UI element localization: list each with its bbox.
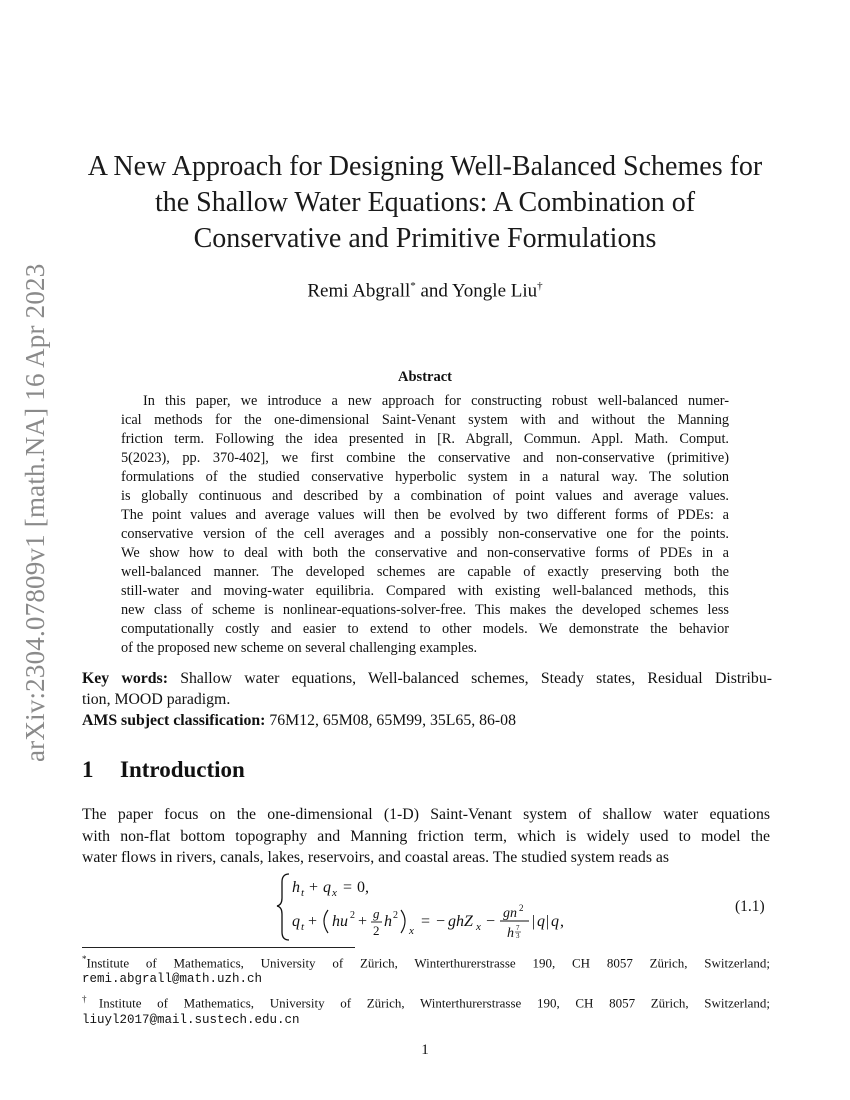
svg-text:q: q (292, 913, 300, 930)
author-name: Remi Abgrall (307, 280, 411, 302)
svg-text:t: t (301, 921, 305, 933)
footnote-email: liuyl2017@mail.sustech.edu.cn (82, 1012, 300, 1027)
author-name: Yongle Liu (451, 280, 538, 302)
equation-line-1 (292, 879, 369, 899)
svg-text:2: 2 (393, 910, 398, 921)
equation-line-2 (292, 903, 564, 941)
svg-text:h: h (507, 926, 514, 941)
svg-text:q: q (537, 913, 545, 930)
svg-text:2: 2 (350, 910, 355, 921)
intro-line: water flows in rivers, canals, lakes, reservoirs, and coastal areas. The studied system reads as (82, 849, 670, 866)
title-line: the Shallow Water Equations: A Combination of (154, 187, 696, 218)
section-title: Introduction (120, 757, 245, 782)
svg-text:q: q (323, 879, 331, 896)
svg-text:x: x (409, 925, 414, 937)
footnote-line (82, 951, 770, 971)
authors (0, 280, 850, 302)
abstract-body (121, 392, 729, 658)
left-brace (277, 874, 289, 940)
svg-text:2: 2 (373, 923, 380, 938)
abstract-line: 5(2023), pp. 370-402], we first combine the conservative and non-conservative (primitive) (121, 450, 729, 466)
page-number: 1 (421, 1042, 429, 1058)
footnote-mark: † (82, 994, 99, 1005)
footnote-mark: * (82, 954, 87, 964)
svg-text:ghZ: ghZ (448, 913, 473, 930)
keywords-line (82, 668, 772, 689)
svg-text:2: 2 (519, 903, 524, 913)
ams-codes: 76M12, 65M08, 65M99, 35L65, 86-08 (265, 712, 516, 729)
paper-title (70, 149, 780, 257)
footnote-mark: † (537, 280, 543, 292)
svg-text:0,: 0, (357, 879, 369, 896)
svg-text:h: h (292, 879, 300, 896)
svg-text:=: = (343, 879, 353, 896)
equation-1-1 (275, 870, 605, 942)
svg-text:t: t (301, 887, 305, 899)
abstract-line: friction term. Following the idea presented in [R. Abgrall, Commun. Appl. Math. Comput. (121, 431, 729, 447)
svg-text:=: = (421, 913, 431, 930)
svg-text:7: 7 (516, 924, 520, 932)
abstract-line: computationally costly and easier to extend to other models. We demonstrate the behavior (121, 621, 729, 637)
footnotes (82, 951, 770, 1029)
footnote-affiliation: Institute of Mathematics, University of Zürich, Winterthurerstrasse 190, CH 8057 Zürich, Switzerland; (98, 995, 770, 1011)
abstract-line: formulations of the studied conservative hyperbolic system in a natural way. The solution (121, 469, 729, 485)
svg-text:|: | (546, 913, 550, 930)
footnote-mark: * (410, 280, 416, 292)
svg-text:,: , (560, 913, 564, 930)
section-heading (82, 757, 245, 783)
svg-text:h: h (384, 913, 392, 930)
section-number: 1 (82, 757, 94, 782)
svg-text:−: − (486, 913, 496, 930)
equation-label: (1.1) (735, 898, 765, 915)
arxiv-side-stamp: arXiv:2304.07809v1 [math.NA] 16 Apr 2023 (20, 263, 50, 762)
svg-text:q: q (551, 913, 559, 930)
svg-text:gn: gn (503, 906, 517, 921)
footnote-affiliation: Institute of Mathematics, University of Zürich, Winterthurerstrasse 190, CH 8057 Zürich, Switzerland; (86, 955, 770, 971)
svg-text:hu: hu (332, 913, 348, 930)
title-line: Conservative and Primitive Formulations (193, 223, 657, 254)
abstract-line: conservative version of the cell averages and a possibly non-conservative one for the points. (121, 526, 729, 542)
intro-paragraph (82, 804, 770, 869)
keywords-block (82, 668, 772, 731)
author-connector: and (415, 280, 452, 302)
intro-line: The paper focus on the one-dimensional (1-D) Saint-Venant system of shallow water equations (82, 806, 770, 823)
ams-line (82, 710, 772, 731)
abstract-line: is globally continuous and described by a combination of point values and average values. (121, 488, 729, 504)
svg-text:+: + (308, 913, 318, 930)
svg-text:|: | (532, 913, 536, 930)
abstract-line: new class of scheme is nonlinear-equations-solver-free. This makes the developed schemes less (121, 602, 729, 618)
keywords-text: Shallow water equations, Well-balanced schemes, Steady states, Residual Distribu- (167, 670, 772, 687)
svg-text:x: x (332, 887, 337, 899)
svg-text:+: + (358, 913, 368, 930)
svg-text:g: g (373, 906, 380, 921)
abstract-line: ical methods for the one-dimensional Saint-Venant system with and without the Manning (121, 412, 729, 428)
ams-label: AMS subject classification: (82, 712, 266, 729)
abstract-line: In this paper, we introduce a new approach for constructing robust well-balanced numer- (143, 393, 729, 409)
footnote-email: remi.abgrall@math.uzh.ch (82, 972, 263, 987)
abstract-line: We show how to deal with both the conservative and non-conservative forms of PDEs in a (121, 545, 729, 561)
svg-text:+: + (309, 879, 319, 896)
footnote-line (82, 991, 770, 1011)
svg-text:x: x (476, 921, 481, 933)
keywords-line: tion, MOOD paradigm. (82, 691, 231, 708)
footnote-rule (82, 947, 355, 948)
keywords-label: Key words: (82, 670, 168, 687)
abstract-line: well-balanced manner. The developed schemes are capable of exactly preserving both the (121, 564, 729, 580)
title-line: A New Approach for Designing Well-Balanced Schemes for (87, 151, 763, 182)
svg-text:−: − (436, 913, 446, 930)
abstract-heading: Abstract (398, 369, 452, 385)
intro-line: with non-flat bottom topography and Manning friction term, which is widely used to model the (82, 827, 770, 845)
abstract-line: of the proposed new scheme on several challenging examples. (121, 640, 478, 656)
abstract-line: The point values and average values will then be evolved by two different forms of PDEs: a (121, 507, 729, 523)
abstract-line: still-water and moving-water equilibria. Compared with existing well-balanced methods, this (121, 583, 729, 599)
svg-text:3: 3 (516, 932, 520, 940)
